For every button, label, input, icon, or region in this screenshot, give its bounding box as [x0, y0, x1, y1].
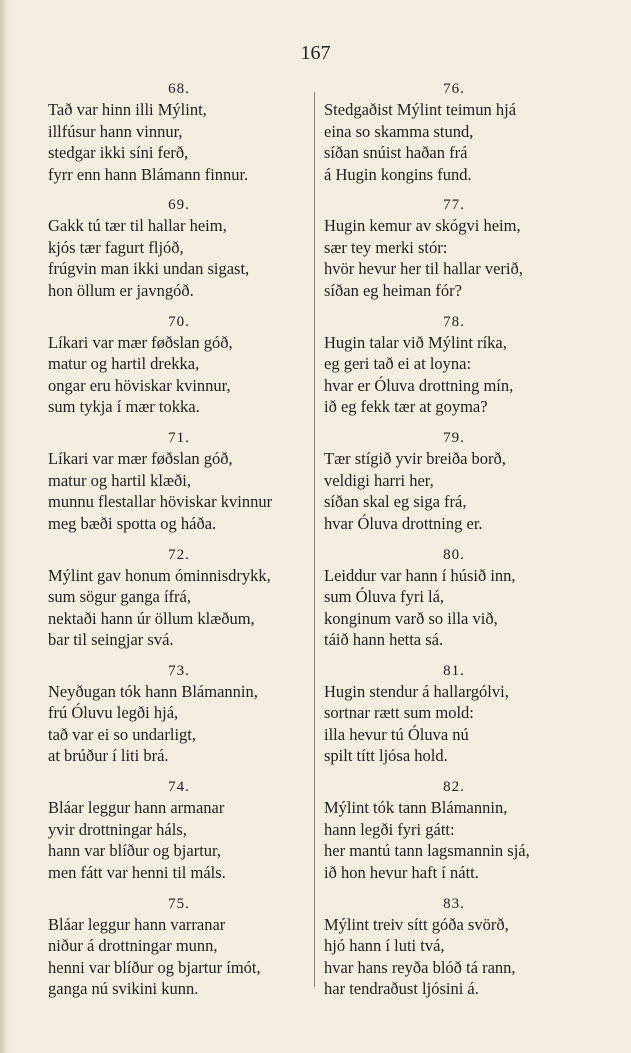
- verse-line: Bláar leggur hann armanar: [48, 798, 225, 818]
- verse-line: Leiddur var hann í húsið inn,: [324, 565, 516, 585]
- stanza: [324, 777, 584, 893]
- stanza-number: 73.: [168, 662, 190, 679]
- verse-line: hann legði fyri gátt:: [324, 819, 455, 839]
- verse-line: síðan skal eg siga frá,: [324, 492, 467, 512]
- stanza: [324, 195, 584, 311]
- verse-line: at brúður í liti brá.: [48, 746, 169, 766]
- verse-line: hann var blíður og bjartur,: [48, 841, 222, 861]
- verse-line: á Hugin kongins fund.: [324, 164, 472, 184]
- verse-line: ið eg fekk tær at goyma?: [324, 397, 488, 417]
- stanza: [48, 661, 310, 777]
- verse-line: konginum varð so illa við,: [324, 608, 498, 628]
- stanza-number: 83.: [443, 895, 465, 912]
- verse-line: sum sögur ganga ífrá,: [48, 587, 191, 607]
- stanza: [48, 195, 310, 311]
- verse-line: matur og hartil klæði,: [48, 470, 191, 490]
- verse-line: Hugin kemur av skógvi heim,: [324, 216, 521, 236]
- verse-line: táið hann hetta sá.: [324, 630, 444, 650]
- verse-line: Bláar leggur hann varranar: [48, 914, 226, 934]
- verse-line: niður á drottningar munn,: [48, 936, 218, 956]
- stanza: [324, 79, 584, 195]
- verse-line: síðan snúist haðan frá: [324, 143, 468, 162]
- stanza-number: 69.: [168, 197, 190, 214]
- verse-line: henni var blíður og bjartur ímót,: [48, 957, 261, 977]
- verse-line: spilt títt ljósa hold.: [324, 746, 448, 766]
- verse-line: frúgvin man ikki undan sigast,: [48, 259, 250, 279]
- verse-line: frú Óluvu legði hjá,: [48, 703, 179, 723]
- stanza-number: 82.: [443, 779, 465, 796]
- verse-line: hvör hevur her til hallar verið,: [324, 259, 523, 279]
- stanza: [324, 312, 584, 428]
- verse-line: eina so skamma stund,: [324, 121, 474, 141]
- stanza: [48, 777, 310, 893]
- verse-line: fyrr enn hann Blámann finnur.: [48, 164, 249, 184]
- verse-line: munnu flestallar höviskar kvinnur: [48, 492, 273, 512]
- verse-line: illfúsur hann vinnur,: [48, 121, 183, 141]
- verse-line: hvar er Óluva drottning mín,: [324, 375, 514, 395]
- verse-line: Neyðugan tók hann Blámannin,: [48, 681, 258, 701]
- stanza: [48, 428, 310, 544]
- verse-line: hon öllum er javngóð.: [48, 280, 194, 300]
- verse-line: kjós tær fagurt fljóð,: [48, 237, 184, 257]
- verse-line: Stedgaðist Mýlint teimun hjá: [324, 100, 517, 119]
- verse-line: har tendraðust ljósini á.: [324, 979, 479, 999]
- stanza: [324, 894, 584, 1010]
- verse-line: illa hevur tú Óluva nú: [324, 724, 469, 744]
- verse-line: veldigi harri her,: [324, 470, 434, 490]
- verse-line: Hugin talar við Mýlint ríka,: [324, 332, 507, 352]
- verse-line: hjó hann í luti tvá,: [324, 936, 445, 956]
- stanza-number: 70.: [168, 313, 190, 330]
- page-number: 167: [300, 42, 331, 64]
- stanza: [324, 545, 584, 661]
- verse-line: her mantú tann lagsmannin sjá,: [324, 841, 530, 861]
- verse-line: nektaði hann úr öllum klæðum,: [48, 608, 255, 628]
- verse-line: Mýlint gav honum óminnisdrykk,: [48, 565, 271, 585]
- verse-line: meg bæði spotta og háða.: [48, 513, 217, 533]
- stanza: [48, 545, 310, 661]
- stanza-number: 80.: [443, 546, 465, 563]
- stanza: [48, 79, 310, 195]
- verse-line: ongar eru höviskar kvinnur,: [48, 375, 231, 395]
- stanza-number: 74.: [168, 779, 190, 796]
- verse-line: sær tey merki stór:: [324, 237, 448, 257]
- stanza-number: 71.: [168, 430, 190, 447]
- column-divider: [314, 92, 315, 987]
- verse-line: sortnar rætt sum mold:: [324, 703, 474, 723]
- stanza: [48, 312, 310, 428]
- stanza-number: 68.: [168, 81, 190, 97]
- stanza-number: 81.: [443, 662, 465, 679]
- stanza-number: 77.: [443, 197, 465, 214]
- verse-line: síðan eg heiman fór?: [324, 280, 462, 300]
- verse-line: Líkari var mær føðslan góð,: [48, 449, 233, 469]
- stanza-number: 79.: [443, 430, 465, 447]
- stanza-number: 76.: [443, 81, 465, 97]
- verse-line: yvir drottningar háls,: [48, 819, 187, 839]
- verse-line: men fátt var henni til máls.: [48, 862, 226, 882]
- verse-line: Tær stígið yvir breiða borð,: [324, 449, 506, 469]
- verse-line: Gakk tú tær til hallar heim,: [48, 216, 227, 236]
- stanza-number: 75.: [168, 895, 190, 912]
- verse-line: hvar Óluva drottning er.: [324, 513, 483, 533]
- verse-line: Mýlint treiv sítt góða svörð,: [324, 914, 509, 934]
- verse-line: Mýlint tók tann Blámannin,: [324, 798, 508, 818]
- right-column: [324, 79, 584, 1010]
- book-spine-shadow: [0, 0, 10, 1053]
- stanza: [324, 428, 584, 544]
- left-column: [48, 79, 310, 1010]
- verse-line: Líkari var mær føðslan góð,: [48, 332, 233, 352]
- verse-line: Hugin stendur á hallargólvi,: [324, 681, 509, 701]
- verse-line: bar til seingjar svá.: [48, 630, 174, 650]
- verse-line: matur og hartil drekka,: [48, 354, 200, 374]
- stanza-number: 72.: [168, 546, 190, 563]
- verse-line: stedgar ikki síni ferð,: [48, 143, 189, 162]
- verse-line: sum Óluva fyri lá,: [324, 587, 445, 607]
- verse-line: ið hon hevur haft í nátt.: [324, 862, 479, 882]
- stanza: [324, 661, 584, 777]
- stanza: [48, 894, 310, 1010]
- verse-line: hvar hans reyða blóð tá rann,: [324, 957, 516, 977]
- verse-line: eg geri tað ei at loyna:: [324, 354, 472, 374]
- stanza-number: 78.: [443, 313, 465, 330]
- verse-line: Tað var hinn illi Mýlint,: [48, 100, 207, 119]
- verse-line: tað var ei so undarligt,: [48, 724, 197, 744]
- verse-line: sum tykja í mær tokka.: [48, 397, 200, 417]
- verse-line: ganga nú svikini kunn.: [48, 979, 199, 999]
